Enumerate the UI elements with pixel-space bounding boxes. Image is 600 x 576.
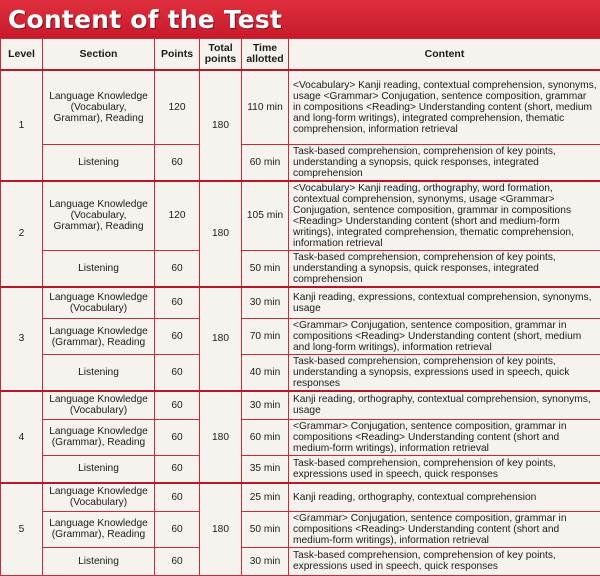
section-cell: Listening bbox=[43, 455, 155, 483]
time-cell: 30 min bbox=[242, 391, 289, 419]
points-cell: 60 bbox=[155, 391, 200, 419]
time-cell: 70 min bbox=[242, 319, 289, 355]
points-cell: 60 bbox=[155, 287, 200, 319]
content-cell: Task-based comprehension, comprehension of key points, understanding a synopsis, expressions used in speech, quick responses bbox=[289, 355, 600, 392]
points-cell: 60 bbox=[155, 419, 200, 455]
time-cell: 60 min bbox=[242, 144, 289, 181]
time-cell: 35 min bbox=[242, 455, 289, 483]
time-cell: 50 min bbox=[242, 511, 289, 547]
page-title: Content of the Test bbox=[0, 0, 600, 38]
time-cell: 105 min bbox=[242, 181, 289, 251]
header-content: Content bbox=[289, 39, 600, 71]
table-row bbox=[1, 355, 600, 392]
section-cell: Language Knowledge (Vocabulary) bbox=[43, 483, 155, 511]
table-row bbox=[1, 181, 600, 251]
content-cell: <Grammar> Conjugation, sentence composition, grammar in compositions <Reading> Understanding content (short, medium and long-form writings), information retrieval bbox=[289, 319, 600, 355]
points-cell: 60 bbox=[155, 355, 200, 392]
content-cell: <Grammar> Conjugation, sentence composition, grammar in compositions <Reading> Understanding content (short and medium-form writings), information retrieval bbox=[289, 511, 600, 547]
level-cell: 3 bbox=[1, 287, 43, 392]
table-row bbox=[1, 455, 600, 483]
section-cell: Language Knowledge (Grammar), Reading bbox=[43, 319, 155, 355]
level-cell: 4 bbox=[1, 391, 43, 483]
total-points-cell: 180 bbox=[200, 70, 242, 181]
time-cell: 60 min bbox=[242, 419, 289, 455]
content-cell: <Grammar> Conjugation, sentence composition, grammar in compositions <Reading> Understanding content (short and medium-form writings), information retrieval bbox=[289, 419, 600, 455]
test-content-table bbox=[0, 38, 600, 576]
section-cell: Listening bbox=[43, 547, 155, 575]
table-row bbox=[1, 391, 600, 419]
table-row bbox=[1, 419, 600, 455]
level-cell: 1 bbox=[1, 70, 43, 181]
points-cell: 60 bbox=[155, 455, 200, 483]
table-row bbox=[1, 547, 600, 575]
content-cell: Task-based comprehension, comprehension of key points, understanding a synopsis, quick responses, integrated comprehension bbox=[289, 250, 600, 287]
total-points-cell: 180 bbox=[200, 287, 242, 392]
content-cell: Kanji reading, orthography, contextual comprehension bbox=[289, 483, 600, 511]
time-cell: 30 min bbox=[242, 287, 289, 319]
level-cell: 2 bbox=[1, 181, 43, 287]
content-cell: Kanji reading, expressions, contextual comprehension, synonyms, usage bbox=[289, 287, 600, 319]
table-row bbox=[1, 287, 600, 319]
time-cell: 50 min bbox=[242, 250, 289, 287]
content-cell: <Vocabulary> Kanji reading, contextual comprehension, synonyms, usage <Grammar> Conjugation, sentence composition, grammar in compositions <Reading> Understanding content (short, medium and long-form writings), integrated comprehension, thematic comprehension, information retrieval bbox=[289, 70, 600, 144]
section-cell: Listening bbox=[43, 144, 155, 181]
content-cell: Task-based comprehension, comprehension of key points, expressions used in speech, quick responses bbox=[289, 547, 600, 575]
section-cell: Language Knowledge (Vocabulary, Grammar), Reading bbox=[43, 181, 155, 251]
level-cell: 5 bbox=[1, 483, 43, 575]
section-cell: Listening bbox=[43, 250, 155, 287]
table-row bbox=[1, 250, 600, 287]
header-total-points: Total points bbox=[200, 39, 242, 71]
content-cell: Task-based comprehension, comprehension of key points, expressions used in speech, quick responses bbox=[289, 455, 600, 483]
table-row bbox=[1, 144, 600, 181]
section-cell: Language Knowledge (Grammar), Reading bbox=[43, 511, 155, 547]
table-row bbox=[1, 511, 600, 547]
table-row bbox=[1, 319, 600, 355]
table-header-row bbox=[1, 39, 600, 71]
section-cell: Language Knowledge (Grammar), Reading bbox=[43, 419, 155, 455]
section-cell: Listening bbox=[43, 355, 155, 392]
points-cell: 60 bbox=[155, 483, 200, 511]
time-cell: 40 min bbox=[242, 355, 289, 392]
points-cell: 60 bbox=[155, 250, 200, 287]
content-cell: <Vocabulary> Kanji reading, orthography, word formation, contextual comprehension, synonyms, usage <Grammar> Conjugation, sentence composition, grammar in compositions <Reading> Understanding content (short and medium-form writings), integrated comprehension, thematic comprehension, information retrieval bbox=[289, 181, 600, 251]
header-level: Level bbox=[1, 39, 43, 71]
section-cell: Language Knowledge (Vocabulary) bbox=[43, 287, 155, 319]
header-time-allotted: Time allotted bbox=[242, 39, 289, 71]
time-cell: 30 min bbox=[242, 547, 289, 575]
section-cell: Language Knowledge (Vocabulary, Grammar), Reading bbox=[43, 70, 155, 144]
total-points-cell: 180 bbox=[200, 181, 242, 287]
time-cell: 25 min bbox=[242, 483, 289, 511]
points-cell: 60 bbox=[155, 144, 200, 181]
time-cell: 110 min bbox=[242, 70, 289, 144]
points-cell: 60 bbox=[155, 547, 200, 575]
section-cell: Language Knowledge (Vocabulary) bbox=[43, 391, 155, 419]
header-points: Points bbox=[155, 39, 200, 71]
content-cell: Kanji reading, orthography, contextual comprehension, synonyms, usage bbox=[289, 391, 600, 419]
total-points-cell: 180 bbox=[200, 391, 242, 483]
points-cell: 120 bbox=[155, 70, 200, 144]
table-row bbox=[1, 483, 600, 511]
points-cell: 60 bbox=[155, 319, 200, 355]
points-cell: 60 bbox=[155, 511, 200, 547]
header-section: Section bbox=[43, 39, 155, 71]
content-cell: Task-based comprehension, comprehension of key points, understanding a synopsis, quick responses, integrated comprehension bbox=[289, 144, 600, 181]
table-row bbox=[1, 70, 600, 144]
points-cell: 120 bbox=[155, 181, 200, 251]
total-points-cell: 180 bbox=[200, 483, 242, 575]
